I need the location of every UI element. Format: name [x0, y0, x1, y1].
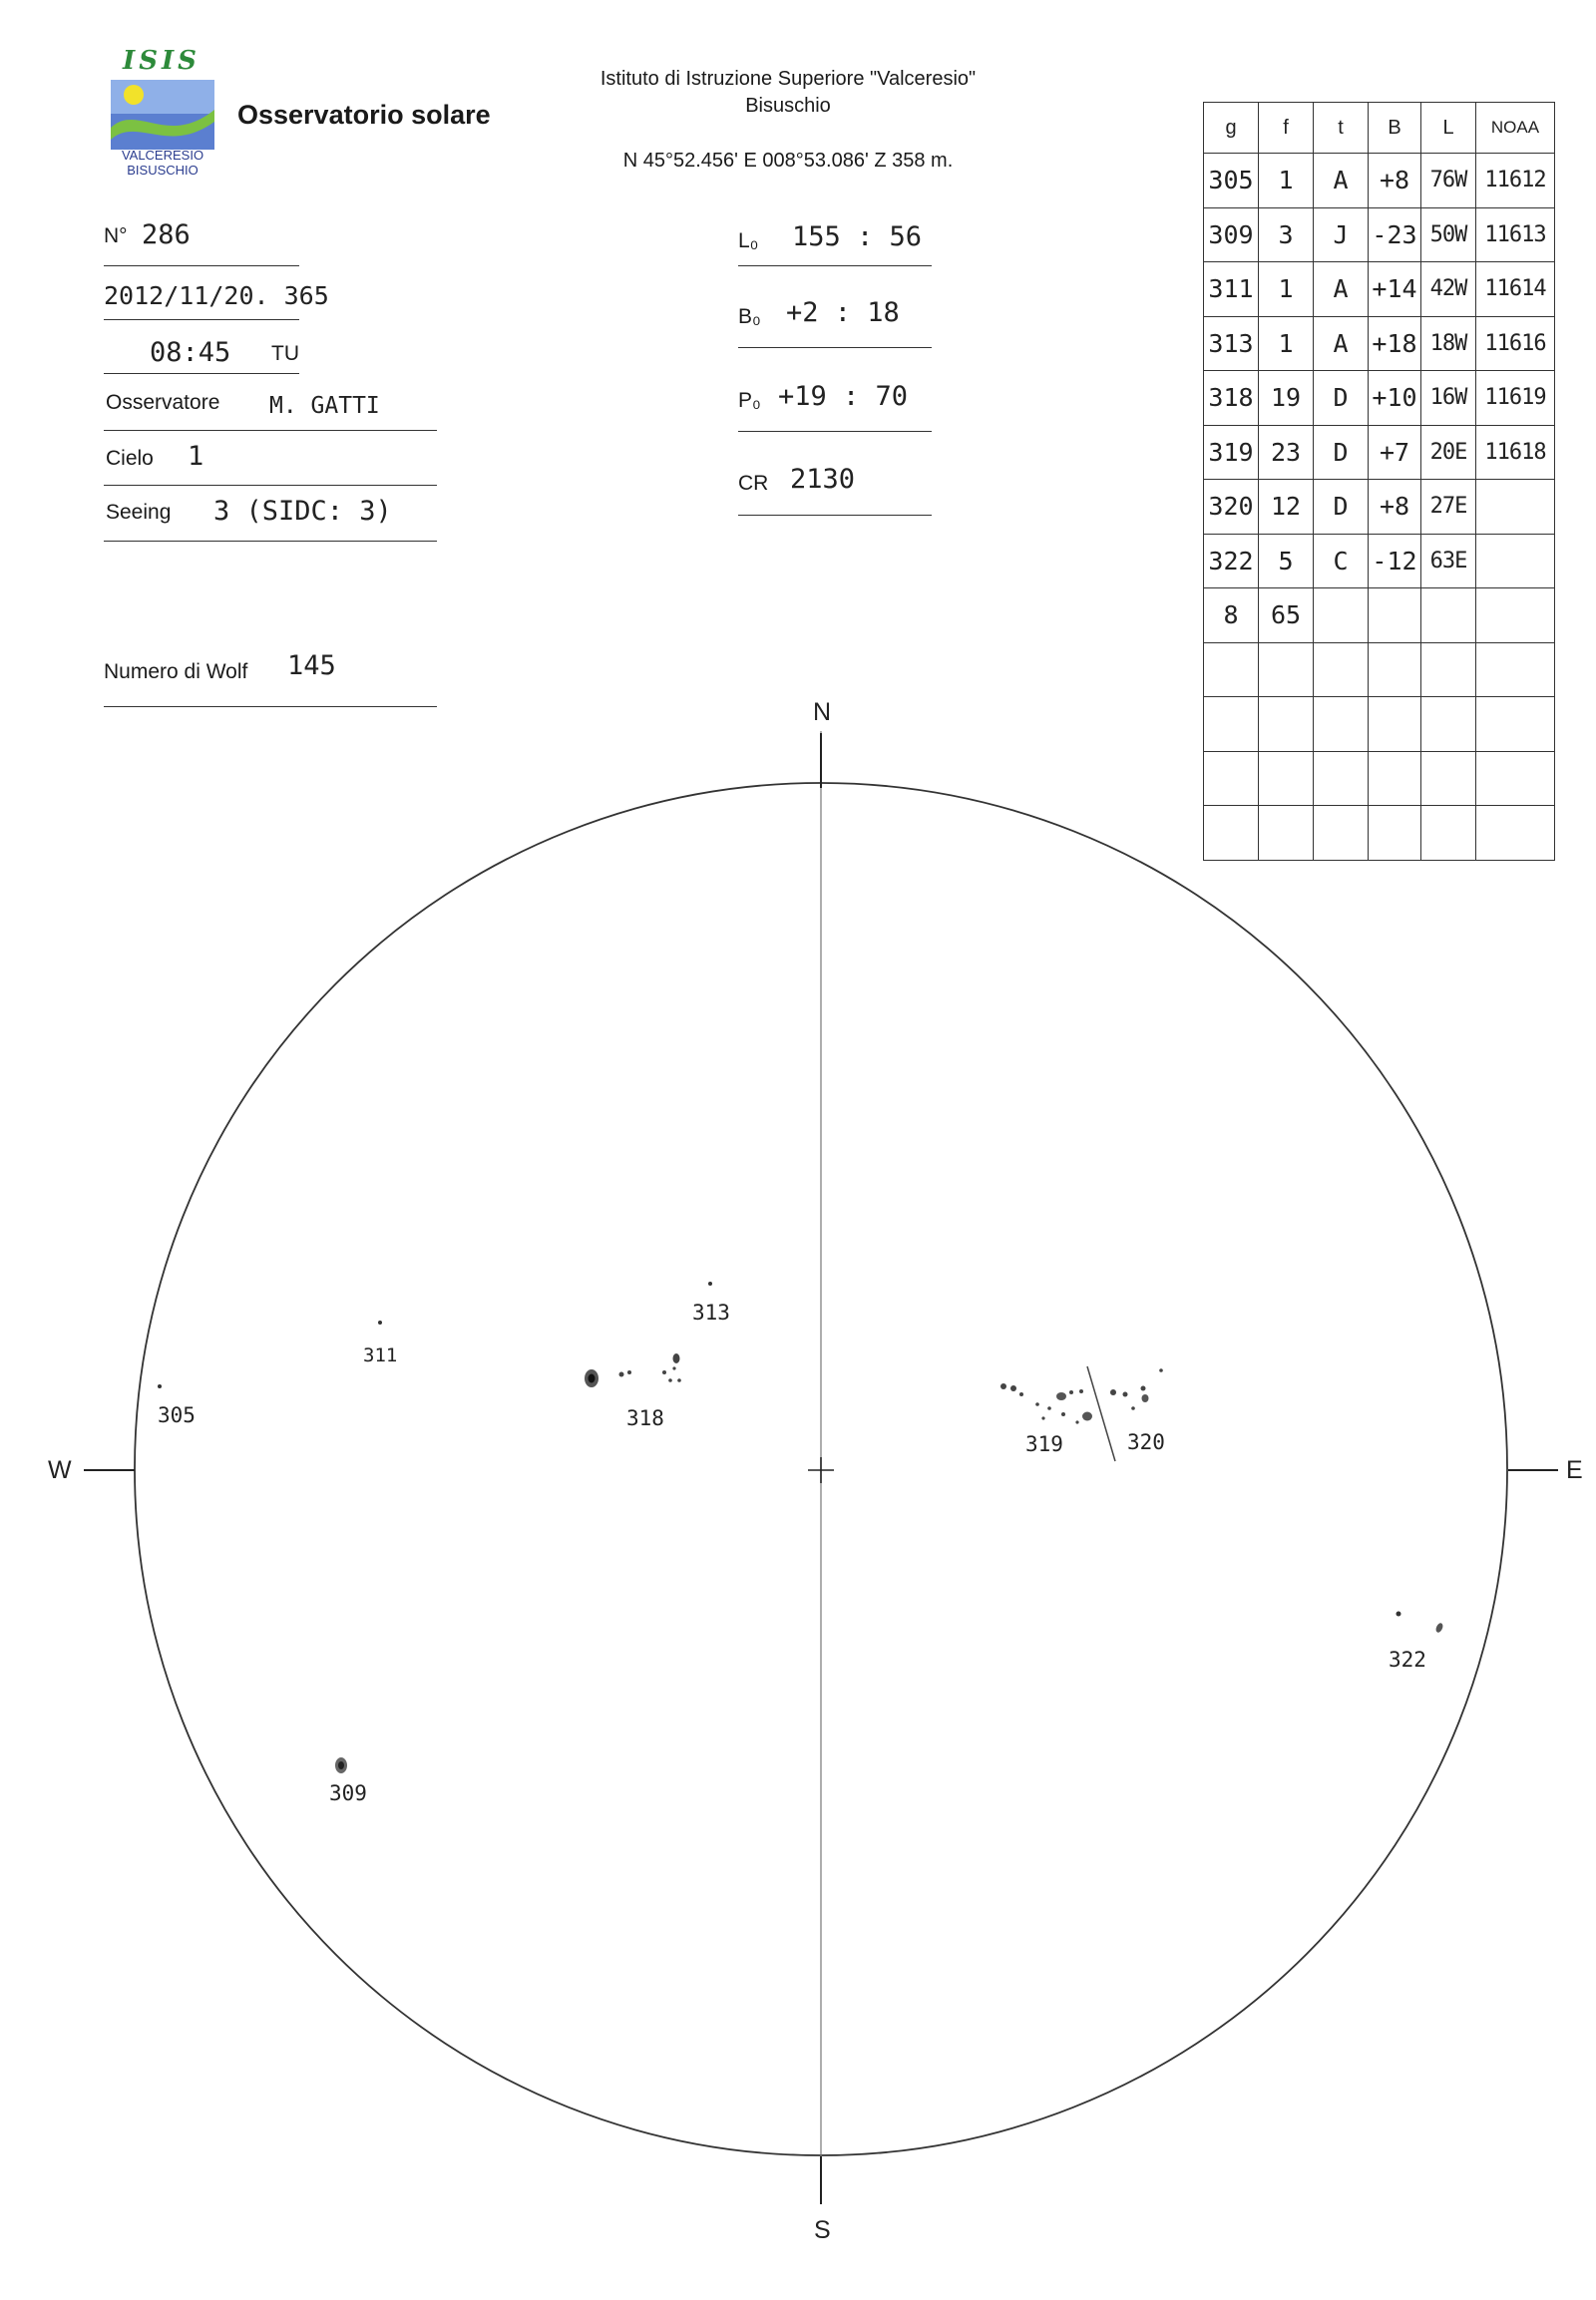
cr-value: 2130: [790, 464, 856, 495]
table-cell: -23: [1369, 207, 1421, 262]
spots-319: [1000, 1383, 1092, 1424]
number-value: 286: [142, 219, 191, 250]
table-cell: 12: [1259, 480, 1314, 535]
group-label-305: 305: [158, 1403, 196, 1427]
table-cell: 11614: [1476, 262, 1555, 317]
table-cell: 11619: [1476, 371, 1555, 426]
table-cell: A: [1314, 154, 1369, 208]
table-cell: 305: [1204, 154, 1259, 208]
group-label-319: 319: [1025, 1432, 1063, 1456]
east-label: E: [1566, 1456, 1583, 1484]
observer-value: M. GATTI: [269, 393, 380, 419]
table-cell: 23: [1259, 425, 1314, 480]
north-label: N: [813, 698, 832, 726]
table-cell: 19: [1259, 371, 1314, 426]
table-header-cell: L: [1421, 103, 1476, 154]
l0-value: 155 : 56: [792, 221, 923, 252]
spot-305: [158, 1384, 162, 1388]
table-cell: 42W: [1421, 262, 1476, 317]
table-cell: 50W: [1421, 207, 1476, 262]
table-cell: 11613: [1476, 207, 1555, 262]
spot-313: [708, 1282, 712, 1286]
table-cell: 18W: [1421, 316, 1476, 371]
spots-318: [585, 1353, 681, 1387]
cr-label: CR: [738, 472, 769, 495]
p0-label: P₀: [738, 389, 761, 412]
west-label: W: [48, 1456, 72, 1484]
table-cell: 27E: [1421, 480, 1476, 535]
table-cell: 16W: [1421, 371, 1476, 426]
group-label-313: 313: [692, 1301, 730, 1325]
observatory-title: Osservatorio solare: [237, 100, 491, 130]
table-cell: C: [1314, 534, 1369, 588]
group-boundary-319-320: [1087, 1366, 1115, 1461]
group-label-309: 309: [329, 1781, 367, 1805]
table-cell: 65: [1259, 588, 1314, 643]
table-cell: 1: [1259, 316, 1314, 371]
time-value: 08:45: [150, 337, 231, 368]
table-cell: 5: [1259, 534, 1314, 588]
table-cell: D: [1314, 480, 1369, 535]
table-cell: -12: [1369, 534, 1421, 588]
group-label-322: 322: [1389, 1648, 1426, 1672]
table-cell: 3: [1259, 207, 1314, 262]
table-cell: +8: [1369, 480, 1421, 535]
table-cell: 11618: [1476, 425, 1555, 480]
spots-322: [1396, 1612, 1444, 1634]
l0-label: L₀: [738, 229, 759, 252]
table-header-cell: f: [1259, 103, 1314, 154]
logo-caption-2: BISUSCHIO: [127, 163, 199, 178]
table-cell: +18: [1369, 316, 1421, 371]
table-cell: A: [1314, 262, 1369, 317]
table-cell: +8: [1369, 154, 1421, 208]
table-cell: 1: [1259, 154, 1314, 208]
table-cell: 319: [1204, 425, 1259, 480]
table-cell: 8: [1204, 588, 1259, 643]
table-cell: 1: [1259, 262, 1314, 317]
institute-town: Bisuschio: [745, 95, 831, 117]
table-cell: 320: [1204, 480, 1259, 535]
logo-wordmark: ISIS: [123, 46, 200, 76]
table-header-cell: B: [1369, 103, 1421, 154]
table-cell: J: [1314, 207, 1369, 262]
table-header-cell: g: [1204, 103, 1259, 154]
table-cell: 11616: [1476, 316, 1555, 371]
observatory-coordinates: N 45°52.456' E 008°53.086' Z 358 m.: [622, 150, 954, 172]
spot-311: [378, 1321, 382, 1325]
b0-label: B₀: [738, 305, 761, 328]
table-cell: 63E: [1421, 534, 1476, 588]
table-cell: 11612: [1476, 154, 1555, 208]
table-cell: 313: [1204, 316, 1259, 371]
observer-label: Osservatore: [106, 391, 220, 414]
number-label: N°: [104, 224, 128, 247]
table-cell: 322: [1204, 534, 1259, 588]
table-cell: 318: [1204, 371, 1259, 426]
table-header-cell: NOAA: [1476, 103, 1555, 154]
table-cell: 76W: [1421, 154, 1476, 208]
table-cell: +14: [1369, 262, 1421, 317]
seeing-label: Seeing: [106, 501, 172, 524]
table-cell: 311: [1204, 262, 1259, 317]
table-cell: 309: [1204, 207, 1259, 262]
south-label: S: [814, 2216, 831, 2244]
time-unit: TU: [271, 342, 299, 365]
table-cell: 20E: [1421, 425, 1476, 480]
table-cell: D: [1314, 425, 1369, 480]
group-label-311: 311: [363, 1344, 398, 1366]
table-cell: D: [1314, 371, 1369, 426]
seeing-value: 3 (SIDC: 3): [213, 496, 392, 527]
spots-320: [1110, 1368, 1163, 1410]
b0-value: +2 : 18: [786, 297, 900, 328]
group-label-320: 320: [1127, 1430, 1165, 1454]
wolf-value: 145: [287, 650, 336, 681]
table-cell: +7: [1369, 425, 1421, 480]
p0-value: +19 : 70: [778, 381, 909, 412]
institute-name: Istituto di Istruzione Superiore "Valceresio": [599, 68, 977, 90]
table-header-cell: t: [1314, 103, 1369, 154]
table-cell: A: [1314, 316, 1369, 371]
wolf-label: Numero di Wolf: [104, 660, 248, 683]
spots-309: [335, 1757, 347, 1773]
sky-value: 1: [188, 441, 204, 472]
group-label-318: 318: [626, 1406, 664, 1430]
sky-label: Cielo: [106, 447, 154, 470]
table-cell: +10: [1369, 371, 1421, 426]
date-value: 2012/11/20. 365: [104, 281, 329, 310]
logo-caption-1: VALCERESIO: [121, 148, 204, 163]
